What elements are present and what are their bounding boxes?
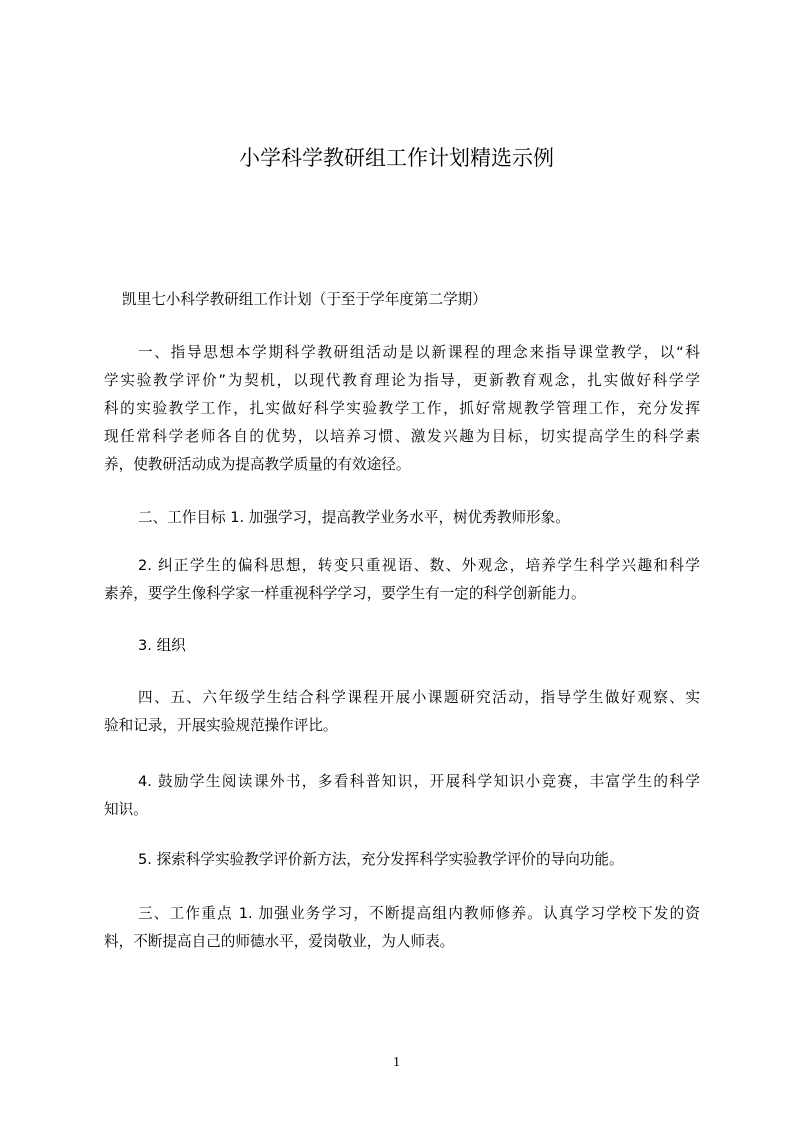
paragraph-goal-2 bbox=[104, 552, 700, 608]
text-line: 2. 纠正学生的偏科思想，转变只重视语、数、外观念，培养学生科学兴趣和科学 bbox=[138, 557, 700, 574]
text-line: 现任常科学老师各自的优势，以培养习惯、激发兴趣为目标，切实提高学生的科学素 bbox=[104, 428, 700, 445]
text-line: 知识。 bbox=[104, 801, 148, 818]
page-number: 1 bbox=[393, 1055, 400, 1070]
paragraph-goal-5 bbox=[104, 846, 700, 874]
text-line: 凯里七小科学教研组工作计划（于至于学年度第二学期） bbox=[122, 291, 487, 308]
text-line: 4. 鼓励学生阅读课外书，多看科普知识，开展科学知识小竞赛，丰富学生的科学 bbox=[138, 773, 700, 790]
paragraph-goal-4 bbox=[104, 768, 700, 824]
text-line: 二、工作目标 1. 加强学习，提高教学业务水平，树优秀教师形象。 bbox=[138, 509, 570, 526]
text-line: 三、工作重点 1. 加强业务学习，不断提高组内教师修养。认真学习学校下发的资 bbox=[138, 905, 700, 922]
document-title: 小学科学教研组工作计划精选示例 bbox=[239, 146, 554, 170]
text-line: 一、指导思想本学期科学教研组活动是以新课程的理念来指导课堂教学，以“科 bbox=[138, 344, 700, 361]
paragraph-goal-3 bbox=[104, 632, 700, 660]
text-line: 3. 组织 bbox=[138, 637, 186, 654]
text-line: 验和记录，开展实验规范操作评比。 bbox=[104, 717, 338, 734]
text-line: 学实验教学评价”为契机，以现代教育理论为指导，更新教育观念，扎实做好科学学 bbox=[104, 372, 700, 389]
paragraph-research-activities bbox=[104, 684, 700, 740]
text-line: 素养，要学生像科学家一样重视科学学习，要学生有一定的科学创新能力。 bbox=[104, 585, 586, 602]
text-line: 5. 探索科学实验教学评价新方法，充分发挥科学实验教学评价的导向功能。 bbox=[138, 851, 624, 868]
text-line: 四、五、六年级学生结合科学课程开展小课题研究活动，指导学生做好观察、实 bbox=[138, 689, 700, 706]
paragraph-work-focus bbox=[104, 900, 700, 956]
paragraph-guiding-ideology bbox=[104, 339, 700, 479]
text-line: 科的实验教学工作，扎实做好科学实验教学工作，抓好常规教学管理工作，充分发挥 bbox=[104, 400, 700, 417]
paragraph-work-goals bbox=[104, 504, 700, 532]
paragraph-subtitle bbox=[104, 286, 700, 314]
text-line: 养，使教研活动成为提高教学质量的有效途径。 bbox=[104, 456, 411, 473]
text-line: 料，不断提高自己的师德水平，爱岗敬业，为人师表。 bbox=[104, 933, 455, 950]
